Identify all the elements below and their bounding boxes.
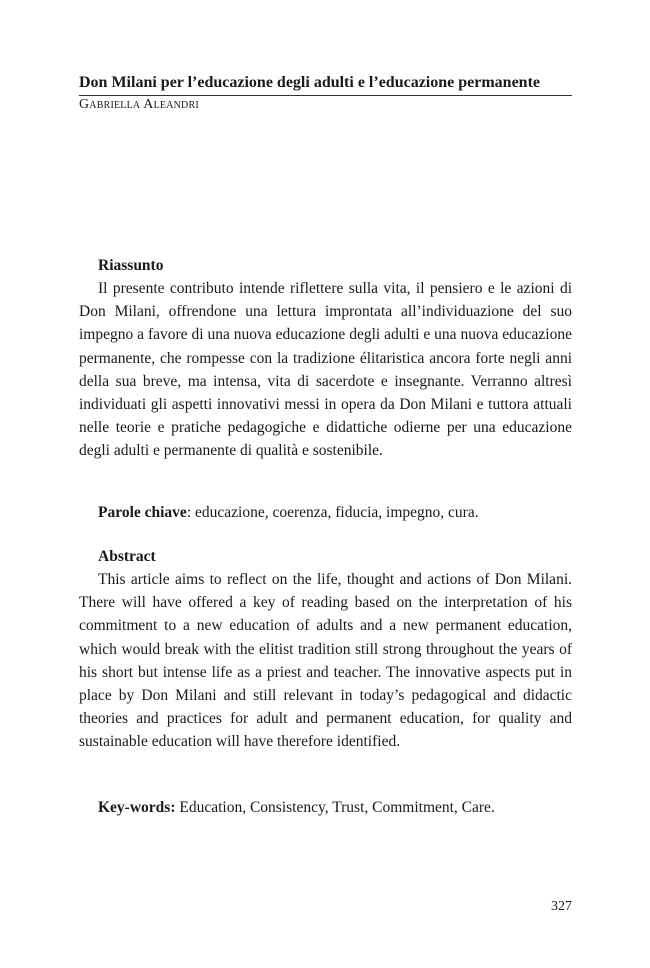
article-title: Don Milani per l’educazione degli adulti e l’educazione permanente <box>79 74 541 91</box>
riassunto-text: Il presente contributo intende riflettere sulla vita, il pensiero e le azioni di Don Milani, offrendone una lettura improntata all’individuazione del suo impegno a favore di una nuova educazione degli adulti e una nuova educazione permanente, che rompesse con la tradizione élitaristica ancora forte negli anni della sua breve, ma intensa, vita di sacerdote e insegnante. Verranno altresì individuati gli aspetti innovativi messi in opera da Don Milani e tuttora attuali nelle teorie e pratiche pedagogiche e didattiche odierne per una educazione degli adulti e permanente di qualità e sostenibile. <box>79 280 572 460</box>
keywords-section <box>79 797 572 819</box>
abstract-text: This article aims to reflect on the life, thought and actions of Don Milani. There will have offered a key of reading based on the interpretation of his commitment to a new education of adults and a new permanent education, which would break with the elitist tradition still strong throughout the years of his short but intense life as a priest and teacher. The innovative aspects put in place by Don Milani and still relevant in today’s pedagogical and didactic theories and practices for adult and permanent education, for quality and sustainable education will have therefore identified. <box>79 571 572 751</box>
parole-chiave-line <box>98 502 572 524</box>
parole-chiave-label: Parole chiave <box>98 504 187 521</box>
keywords-text: Education, Consistency, Trust, Commitment, Care. <box>175 799 495 816</box>
page-number: 327 <box>551 899 572 914</box>
riassunto-section <box>79 255 572 463</box>
riassunto-heading: Riassunto <box>98 257 164 274</box>
keywords-line <box>98 797 572 819</box>
parole-chiave-text: : educazione, coerenza, fiducia, impegno, cura. <box>186 504 479 521</box>
parole-chiave-section <box>79 502 572 524</box>
author-name: Gabriella Aleandri <box>79 97 199 112</box>
abstract-section <box>79 546 572 754</box>
paper-page <box>79 0 572 968</box>
keywords-label: Key-words: <box>98 799 176 816</box>
abstract-heading: Abstract <box>98 548 156 565</box>
